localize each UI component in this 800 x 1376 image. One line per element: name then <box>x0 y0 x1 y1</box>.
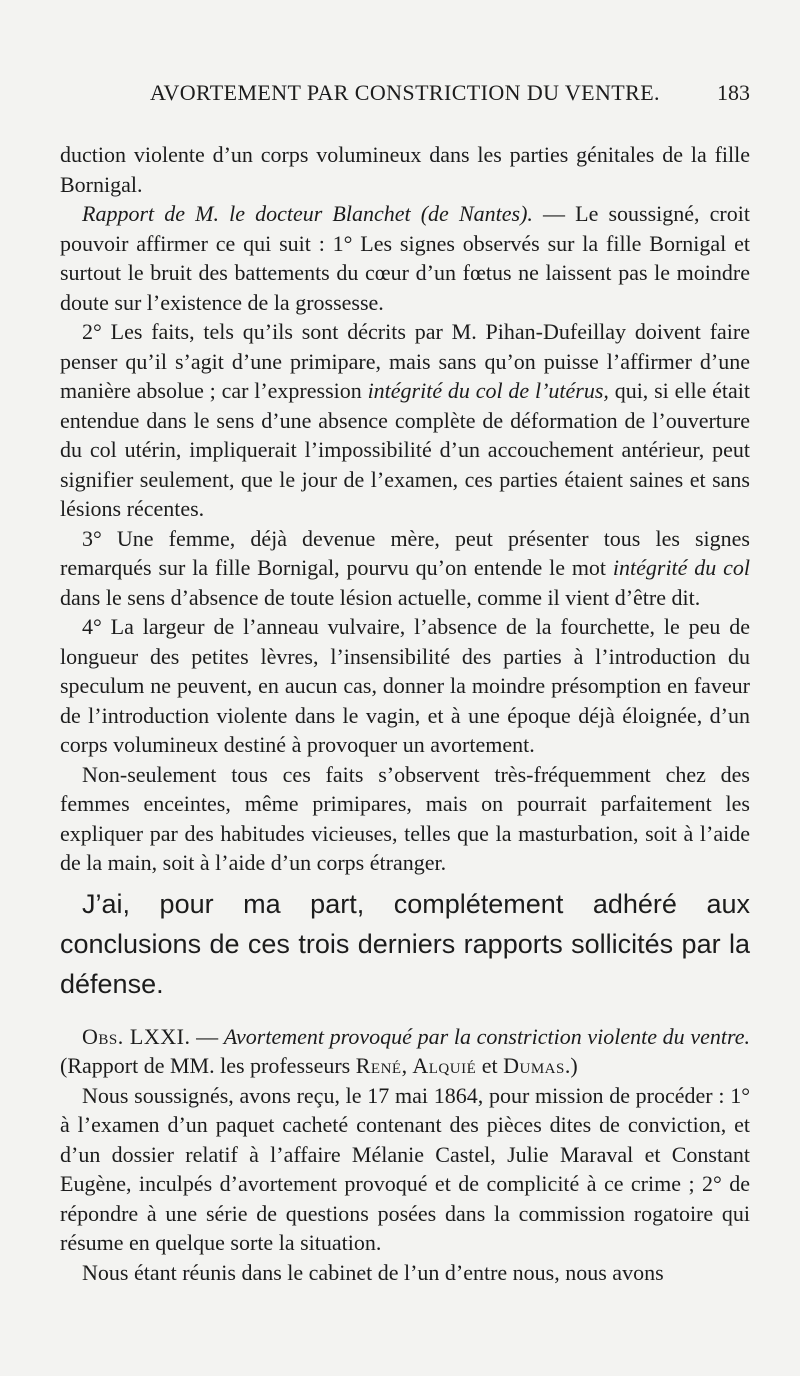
paragraph-mission <box>60 1081 750 1258</box>
paragraph-text: 3° Une femme, déjà devenue mère, peut présenter tous les signes remarqués sur la fille Bornigal, pourvu qu’on entende le mot <box>60 525 750 580</box>
paragraph-non-seulement <box>60 760 750 878</box>
paragraph-point-4 <box>60 612 750 760</box>
observation-dash: — <box>190 1023 224 1049</box>
paragraph-text: — Le soussigné, croit pouvoir affirmer ce qui suit : 1° Les signes observés sur la fille Bornigal et surtout le bruit des battements du cœur d’un fœtus ne laissent pas le moindre doute sur l’existence de la grossesse. <box>60 201 750 315</box>
paragraph-text: 4° La largeur de l’anneau vulvaire, l’absence de la fourchette, le peu de longueur des petites lèvres, l’insensibilité des parties à l’introduction du speculum ne peuvent, en aucun cas, donner la moindre présomption en faveur de l’introduction violente dans le vagin, et à une époque déjà éloignée, d’un corps volumineux destiné à provoquer un avortement. <box>60 614 750 757</box>
body-text <box>60 140 750 1287</box>
paragraph-text: duction violente d’un corps volumineux dans les parties génitales de la fille Bornigal. <box>60 142 750 197</box>
paragraph-rapport-blanchet <box>60 199 750 317</box>
running-head <box>60 78 750 108</box>
paragraph-continuation <box>60 140 750 199</box>
paragraph-text: 2° Les faits, tels qu’ils sont décrits par M. Pihan-Dufeillay doivent faire penser qu’il s’agit d’une primipare, mais sans qu’on puisse l’affirmer d’une manière absolue ; car l’expression <box>60 319 750 403</box>
emphasis-term: intégrité du col de l’utérus, <box>367 378 609 403</box>
paragraph-point-3 <box>60 524 750 613</box>
paragraph-text: dans le sens d’absence de toute lésion actuelle, comme il vient d’être dit. <box>60 584 701 610</box>
rapport-title: Rapport de M. le docteur Blanchet (de Nantes). <box>82 201 533 226</box>
paragraph-text: qui, si elle était entendue dans le sens d’une absence complète de déformation de l’ouverture du col utérin, impliquerait l’impossibilité d’un accouchement antérieur, peut signifier seulement, que le jour de l’examen, ces parties étaient saines et sans lésions récentes. <box>60 378 751 521</box>
observation-end: .) <box>564 1053 578 1078</box>
paragraph-text: Nous étant réunis dans le cabinet de l’un d’entre nous, nous avons <box>82 1259 664 1285</box>
author-conclusion <box>60 884 750 1004</box>
paragraph-point-2 <box>60 317 750 524</box>
professor-dumas: Dumas <box>503 1053 565 1078</box>
page-number: 183 <box>717 80 750 105</box>
emphasis-term: intégrité du col <box>612 555 750 580</box>
professor-names: René, Alquié <box>355 1053 477 1078</box>
observation-title: Avortement provoqué par la constriction violente du ventre. <box>223 1023 751 1049</box>
running-title: AVORTEMENT PAR CONSTRICTION DU VENTRE. <box>150 80 660 105</box>
paragraph-text: Non-seulement tous ces faits s’observent très-fréquemment chez des femmes enceintes, même primipares, mais on pourrait parfaitement les expliquer par des habitudes vicieuses, telles que la masturbation, soit à l’aide de la main, soit à l’aide d’un corps étranger. <box>60 761 750 875</box>
paragraph-text: Nous soussignés, avons reçu, le 17 mai 1864, pour mission de procéder : 1° à l’examen d’un paquet cacheté contenant des pièces dites de conviction, et d’un dossier relatif à l’affaire Mélanie Castel, Julie Maraval et Constant Eugène, inculpés d’avortement provoqué et de complicité à ce crime ; 2° de répondre à une série de questions posées dans la commission rogatoire qui résume en quelque sorte la situation. <box>60 1082 750 1255</box>
paragraph-final <box>60 1258 750 1288</box>
observation-heading <box>60 1022 750 1081</box>
observation-rapport: (Rapport de MM. les professeurs <box>60 1053 356 1078</box>
observation-label: Obs. LXXI. <box>82 1023 191 1049</box>
paragraph-text: J’ai, pour ma part, complétement adhéré aux conclusions de ces trois derniers rapports sollicités par la défense. <box>60 888 750 999</box>
observation-and: et <box>476 1053 504 1078</box>
